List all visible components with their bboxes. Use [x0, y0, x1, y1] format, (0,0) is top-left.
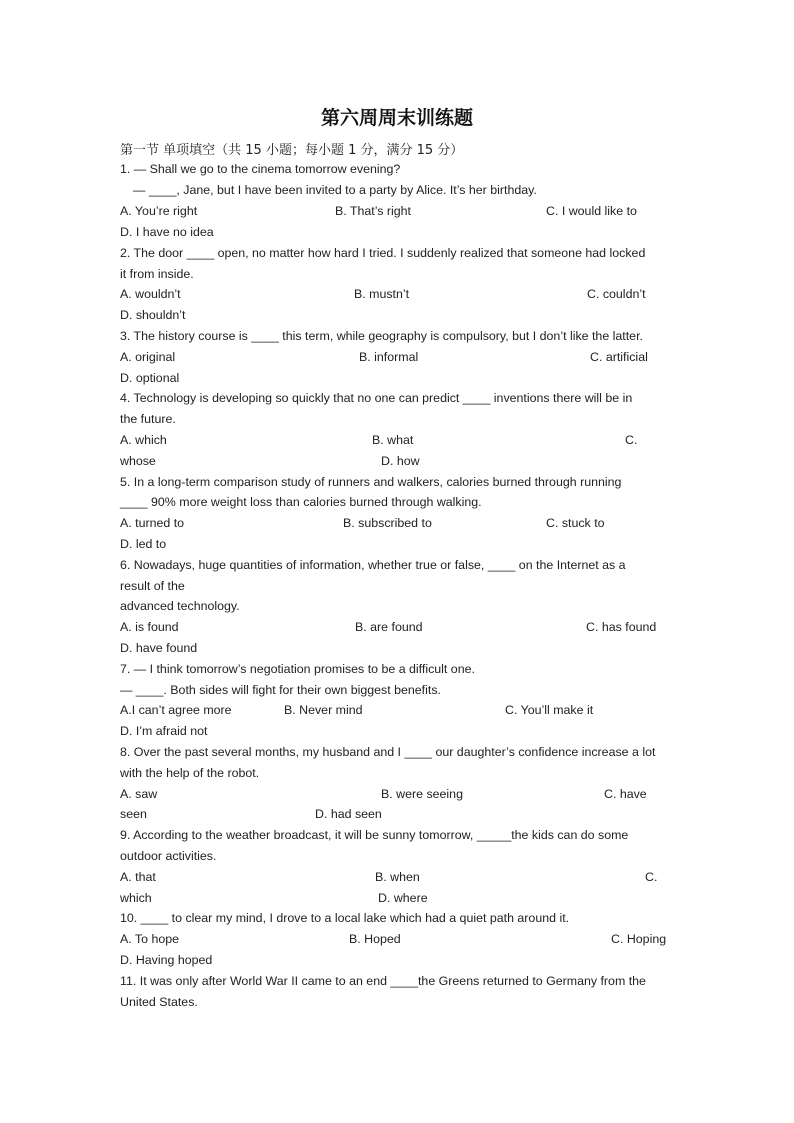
question-2-line-1: 2. The door ____ open, no matter how hard I tried. I suddenly realized that someone had locked	[120, 246, 646, 260]
question-3-option-a: A. original	[120, 350, 176, 364]
question-7-option-c: C. You’ll make it	[505, 703, 594, 717]
question-5-option-c: C. stuck to	[546, 516, 605, 530]
question-3-option-b: B. informal	[359, 350, 419, 364]
question-4-option-d: D. how	[381, 454, 420, 468]
question-9-option-c-label: C.	[645, 870, 658, 884]
question-6-option-d: D. have found	[120, 641, 198, 655]
question-6-line-1: 6. Nowadays, huge quantities of information, whether true or false, ____ on the Internet as a	[120, 558, 626, 572]
question-8-line-2: with the help of the robot.	[120, 766, 260, 780]
question-2-option-b: B. mustn’t	[354, 287, 410, 301]
question-4-option-b: B. what	[372, 433, 414, 447]
question-10-option-b: B. Hoped	[349, 932, 401, 946]
question-6-line-2: result of the	[120, 579, 185, 593]
question-9-option-a: A. that	[120, 870, 156, 884]
question-2-option-d: D. shouldn’t	[120, 308, 186, 322]
question-4-option-c-text: whose	[120, 454, 156, 468]
question-7-option-d: D. I’m afraid not	[120, 724, 208, 738]
question-1-option-b: B. That’s right	[335, 204, 411, 218]
question-6-option-c: C. has found	[586, 620, 657, 634]
question-3-option-c: C. artificial	[590, 350, 648, 364]
question-1-option-a: A. You’re right	[120, 204, 198, 218]
question-2-option-a: A. wouldn’t	[120, 287, 181, 301]
question-4-line-2: the future.	[120, 412, 176, 426]
question-2-option-c: C. couldn’t	[587, 287, 646, 301]
question-1-line-1: 1. — Shall we go to the cinema tomorrow evening?	[120, 162, 401, 176]
question-3-option-d: D. optional	[120, 371, 180, 385]
question-6-option-b: B. are found	[355, 620, 423, 634]
question-4-option-a: A. which	[120, 433, 167, 447]
question-1-option-c: C. I would like to	[546, 204, 637, 218]
question-11-line-2: United States.	[120, 995, 198, 1009]
question-4-option-c-label: C.	[625, 433, 638, 447]
question-1-option-d: D. I have no idea	[120, 225, 214, 239]
question-7-option-a: A.I can’t agree more	[120, 703, 232, 717]
question-4-line-1: 4. Technology is developing so quickly that no one can predict ____ inventions there will be in	[120, 391, 633, 405]
question-10-option-a: A. To hope	[120, 932, 180, 946]
question-10-option-c: C. Hoping	[611, 932, 667, 946]
page-title: 第六周周末训练题	[320, 107, 473, 129]
section-heading: 第一节 单项填空（共 15 小题；每小题 1 分，满分 15 分）	[120, 143, 464, 158]
question-9-line-1: 9. According to the weather broadcast, it will be sunny tomorrow, _____the kids can do some	[120, 828, 629, 842]
question-10-line-1: 10. ____ to clear my mind, I drove to a local lake which had a quiet path around it.	[120, 911, 570, 925]
question-7-option-b: B. Never mind	[284, 703, 363, 717]
question-5-option-a: A. turned to	[120, 516, 185, 530]
question-5-line-1: 5. In a long-term comparison study of runners and walkers, calories burned through running	[120, 475, 622, 489]
question-8-option-c-label: C. have	[604, 787, 647, 801]
question-8-option-d: D. had seen	[315, 807, 382, 821]
question-8-option-a: A. saw	[120, 787, 158, 801]
question-9-option-b: B. when	[375, 870, 420, 884]
question-8-option-b: B. were seeing	[381, 787, 463, 801]
question-8-option-c-text: seen	[120, 807, 147, 821]
question-2-line-2: it from inside.	[120, 267, 194, 281]
question-6-option-a: A. is found	[120, 620, 179, 634]
question-10-option-d: D. Having hoped	[120, 953, 213, 967]
question-3-line-1: 3. The history course is ____ this term, while geography is compulsory, but I don’t like the latter.	[120, 329, 643, 343]
question-5-option-d: D. led to	[120, 537, 167, 551]
question-9-line-2: outdoor activities.	[120, 849, 217, 863]
question-9-option-d: D. where	[378, 891, 428, 905]
question-6-line-3: advanced technology.	[120, 599, 240, 613]
question-11-line-1: 11. It was only after World War II came to an end ____the Greens returned to Germany from the	[120, 974, 646, 988]
question-5-line-2: ____ 90% more weight loss than calories burned through walking.	[120, 495, 482, 509]
question-7-line-2: — ____. Both sides will fight for their own biggest benefits.	[120, 683, 441, 697]
question-1-line-2: — ____, Jane, but I have been invited to a party by Alice. It’s her birthday.	[133, 183, 537, 197]
question-5-option-b: B. subscribed to	[343, 516, 432, 530]
question-9-option-c-text: which	[120, 891, 152, 905]
question-8-line-1: 8. Over the past several months, my husband and I ____ our daughter’s confidence increase a lot	[120, 745, 656, 759]
question-7-line-1: 7. — I think tomorrow’s negotiation promises to be a difficult one.	[120, 662, 475, 676]
